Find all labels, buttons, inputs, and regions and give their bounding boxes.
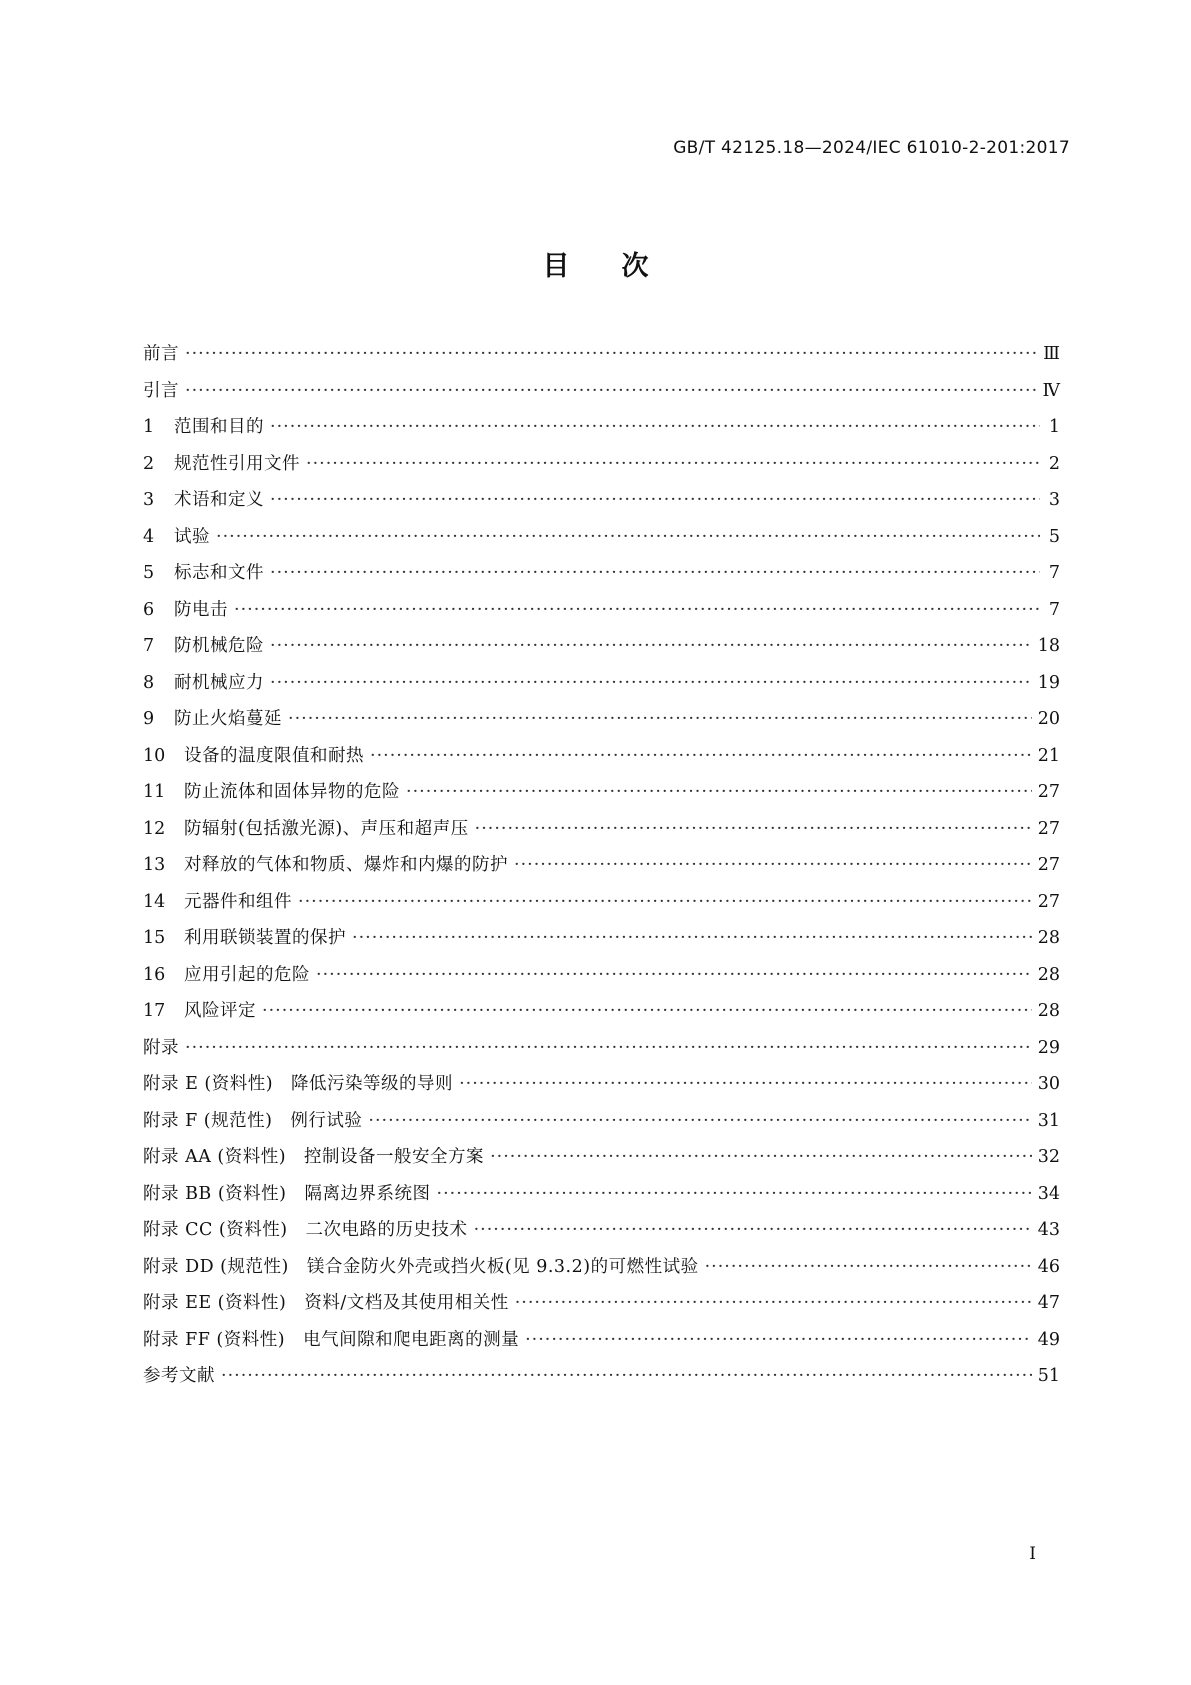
toc-entry-label: 风险评定 xyxy=(184,1001,256,1021)
toc-dot-leader xyxy=(221,1366,1032,1386)
toc-entry-label: 附录 BB (资料性) 隔离边界系统图 xyxy=(143,1183,431,1204)
toc-entry[interactable] xyxy=(143,1216,1060,1253)
toc-entry[interactable] xyxy=(143,1034,1060,1071)
toc-dot-leader xyxy=(406,782,1032,802)
toc-entry-page: 21 xyxy=(1037,745,1060,766)
toc-dot-leader xyxy=(437,1184,1032,1204)
toc-entry-number: 3 xyxy=(143,490,155,510)
toc-entry-page: 28 xyxy=(1037,964,1060,985)
toc-entry-page: 27 xyxy=(1037,855,1060,875)
toc-entry-page: 7 xyxy=(1048,599,1060,620)
toc-dot-leader xyxy=(514,855,1032,875)
toc-entry-label: 附录 AA (资料性) 控制设备一般安全方案 xyxy=(143,1147,485,1167)
toc-entry-number: 14 xyxy=(143,891,166,912)
toc-entry-number: 12 xyxy=(143,818,166,839)
toc-entry-page: 2 xyxy=(1048,453,1060,474)
toc-entry-label: 利用联锁装置的保护 xyxy=(184,928,346,948)
toc-entry-number: 13 xyxy=(143,855,166,875)
toc-dot-leader xyxy=(475,819,1032,839)
toc-entry-label: 附录 E (资料性) 降低污染等级的导则 xyxy=(143,1074,454,1094)
toc-dot-leader xyxy=(270,673,1032,693)
toc-dot-leader xyxy=(298,892,1032,912)
toc-dot-leader xyxy=(270,417,1040,437)
toc-entry-label: 防机械危险 xyxy=(174,636,264,656)
toc-entry-page: 32 xyxy=(1037,1147,1060,1167)
toc-entry-label: 防电击 xyxy=(174,599,228,620)
toc-entry-page: 27 xyxy=(1037,891,1060,912)
toc-dot-leader xyxy=(185,344,1037,364)
toc-entry-number: 11 xyxy=(143,782,166,802)
toc-entry-page: 49 xyxy=(1037,1329,1060,1350)
toc-entry-page: 46 xyxy=(1037,1256,1060,1277)
toc-entry-page: Ⅳ xyxy=(1042,380,1060,401)
toc-entry-label: 耐机械应力 xyxy=(174,672,264,693)
toc-entry-label: 参考文献 xyxy=(143,1366,215,1386)
toc-entry[interactable] xyxy=(143,1253,1060,1290)
toc-entry-label: 标志和文件 xyxy=(174,563,264,583)
toc-entry[interactable] xyxy=(143,997,1060,1034)
toc-entry[interactable] xyxy=(143,924,1060,961)
toc-entry-number: 16 xyxy=(143,964,166,985)
toc-entry[interactable] xyxy=(143,669,1060,706)
page-title: 目次 xyxy=(542,251,701,282)
toc-dot-leader xyxy=(270,563,1040,583)
toc-entry[interactable] xyxy=(143,851,1060,888)
toc-entry-page: Ⅲ xyxy=(1043,344,1060,364)
toc-entry-number: 15 xyxy=(143,928,166,948)
toc-entry[interactable] xyxy=(143,1289,1060,1326)
toc-dot-leader xyxy=(352,928,1032,948)
toc-entry-page: 43 xyxy=(1037,1220,1060,1240)
toc-entry-label: 附录 DD (规范性) 镁合金防火外壳或挡火板(见 9.3.2)的可燃性试验 xyxy=(143,1256,699,1277)
toc-entry-page: 1 xyxy=(1048,417,1060,437)
toc-entry[interactable] xyxy=(143,1362,1060,1399)
page-number: I xyxy=(1029,1544,1036,1564)
toc-entry[interactable] xyxy=(143,1107,1060,1144)
toc-dot-leader xyxy=(270,490,1040,510)
toc-entry[interactable] xyxy=(143,778,1060,815)
toc-entry-number: 5 xyxy=(143,563,155,583)
toc-entry-label: 附录 FF (资料性) 电气间隙和爬电距离的测量 xyxy=(143,1329,520,1350)
toc-entry-page: 18 xyxy=(1037,636,1060,656)
toc-dot-leader xyxy=(474,1220,1032,1240)
toc-entry-page: 47 xyxy=(1037,1293,1060,1313)
toc-entry-label: 应用引起的危险 xyxy=(184,964,310,985)
toc-entry-page: 27 xyxy=(1037,782,1060,802)
toc-dot-leader xyxy=(216,527,1040,547)
toc-entry-page: 34 xyxy=(1037,1183,1060,1204)
toc-entry-number: 6 xyxy=(143,599,155,620)
toc-entry[interactable] xyxy=(143,486,1060,523)
toc-dot-leader xyxy=(185,381,1037,401)
toc-entry[interactable] xyxy=(143,523,1060,560)
toc-entry[interactable] xyxy=(143,1326,1060,1363)
toc-entry-label: 对释放的气体和物质、爆炸和内爆的防护 xyxy=(184,855,508,875)
toc-entry-label: 术语和定义 xyxy=(174,490,264,510)
toc-entry-number: 7 xyxy=(143,636,155,656)
toc-dot-leader xyxy=(316,965,1032,985)
toc-entry[interactable] xyxy=(143,632,1060,669)
toc-dot-leader xyxy=(515,1293,1032,1313)
toc-entry-page: 27 xyxy=(1037,818,1060,839)
toc-entry[interactable] xyxy=(143,559,1060,596)
toc-entry-label: 范围和目的 xyxy=(174,417,264,437)
toc-entry-label: 防止火焰蔓延 xyxy=(174,709,282,729)
toc-entry-number: 8 xyxy=(143,672,155,693)
toc-entry-number: 9 xyxy=(143,709,155,729)
toc-entry-label: 设备的温度限值和耐热 xyxy=(184,745,364,766)
toc-dot-leader xyxy=(368,1111,1031,1131)
toc-entry-label: 规范性引用文件 xyxy=(174,453,300,474)
toc-entry-number: 2 xyxy=(143,453,155,474)
toc-entry[interactable] xyxy=(143,1070,1060,1107)
toc-entry-label: 试验 xyxy=(174,526,210,547)
toc-entry[interactable] xyxy=(143,377,1060,414)
toc-entry-label: 元器件和组件 xyxy=(184,891,292,912)
toc-entry-page: 51 xyxy=(1037,1366,1060,1386)
toc-entry-page: 5 xyxy=(1048,526,1060,547)
toc-entry[interactable] xyxy=(143,340,1060,377)
toc-entry-label: 附录 EE (资料性) 资料/文档及其使用相关性 xyxy=(143,1293,509,1313)
toc-dot-leader xyxy=(525,1330,1032,1350)
toc-entry-label: 引言 xyxy=(143,380,179,401)
toc-entry-page: 19 xyxy=(1037,672,1060,693)
toc-dot-leader xyxy=(288,709,1032,729)
toc-entry-label: 附录 CC (资料性) 二次电路的历史技术 xyxy=(143,1220,468,1240)
toc-entry-label: 防止流体和固体异物的危险 xyxy=(184,782,400,802)
toc-entry-number: 17 xyxy=(143,1001,166,1021)
toc-entry-number: 1 xyxy=(143,417,155,437)
toc-entry-page: 7 xyxy=(1048,563,1060,583)
toc-entry-page: 30 xyxy=(1037,1074,1060,1094)
toc-entry-label: 防辐射(包括激光源)、声压和超声压 xyxy=(184,818,469,839)
toc-dot-leader xyxy=(490,1147,1032,1167)
toc-entry-number: 10 xyxy=(143,745,166,766)
toc-dot-leader xyxy=(370,746,1032,766)
toc-entry-page: 3 xyxy=(1048,490,1060,510)
toc-dot-leader xyxy=(306,454,1040,474)
toc-dot-leader xyxy=(270,636,1032,656)
toc-entry-label: 附录 F (规范性) 例行试验 xyxy=(143,1110,363,1131)
toc-entry-page: 20 xyxy=(1037,709,1060,729)
toc-entry-page: 29 xyxy=(1037,1037,1060,1058)
toc-dot-leader xyxy=(262,1001,1032,1021)
toc-dot-leader xyxy=(234,600,1040,620)
toc-entry[interactable] xyxy=(143,705,1060,742)
toc-dot-leader xyxy=(705,1257,1032,1277)
toc-entry[interactable] xyxy=(143,742,1060,779)
table-of-contents xyxy=(143,340,1060,1399)
toc-entry[interactable] xyxy=(143,450,1060,487)
standard-code: GB/T 42125.18—2024/IEC 61010-2-201:2017 xyxy=(673,138,1070,158)
toc-entry-label: 附录 xyxy=(143,1037,179,1058)
toc-entry-page: 28 xyxy=(1037,928,1060,948)
toc-dot-leader xyxy=(185,1038,1032,1058)
toc-entry-page: 31 xyxy=(1037,1110,1060,1131)
toc-entry[interactable] xyxy=(143,815,1060,852)
toc-dot-leader xyxy=(459,1074,1032,1094)
toc-entry[interactable] xyxy=(143,1143,1060,1180)
toc-entry-label: 前言 xyxy=(143,344,179,364)
toc-entry-page: 28 xyxy=(1037,1001,1060,1021)
toc-entry[interactable] xyxy=(143,596,1060,633)
toc-entry[interactable] xyxy=(143,1180,1060,1217)
toc-entry[interactable] xyxy=(143,888,1060,925)
toc-entry[interactable] xyxy=(143,961,1060,998)
toc-entry-number: 4 xyxy=(143,526,155,547)
toc-entry[interactable] xyxy=(143,413,1060,450)
